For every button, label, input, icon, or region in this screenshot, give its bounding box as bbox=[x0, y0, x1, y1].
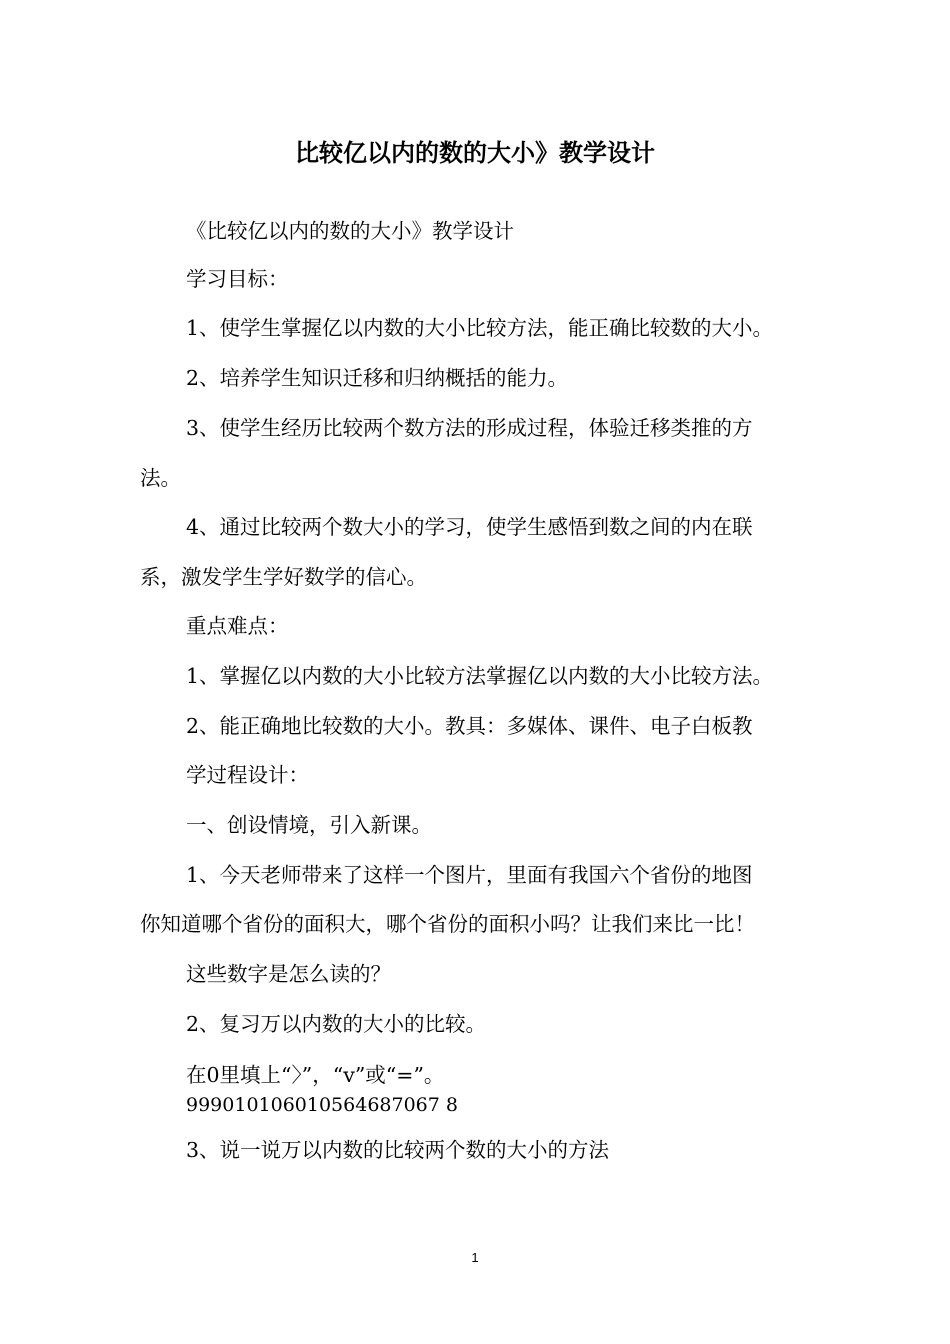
text-line: 学习目标： bbox=[186, 267, 289, 291]
text-line: 在0里填上“〉”，“v”或“=”。 bbox=[186, 1063, 445, 1087]
text-line: 2、复习万以内数的大小的比较。 bbox=[186, 1012, 487, 1036]
text-line: 1、今天老师带来了这样一个图片，里面有我国六个省份的地图 bbox=[186, 863, 753, 887]
text-line: 4、通过比较两个数大小的学习，使学生感悟到数之间的内在联 bbox=[186, 515, 753, 539]
text-line-numbers: 999010106010564687067 8 bbox=[186, 1094, 458, 1116]
text-line: 一、创设情境，引入新课。 bbox=[186, 813, 432, 837]
text-line: 2、培养学生知识迁移和归纳概括的能力。 bbox=[186, 366, 569, 390]
text-line: 2、能正确地比较数的大小。教具：多媒体、课件、电子白板教 bbox=[186, 714, 753, 738]
text-line: 重点难点： bbox=[186, 614, 289, 638]
text-line: 3、使学生经历比较两个数方法的形成过程，体验迁移类推的方 bbox=[186, 416, 753, 440]
page-number: 1 bbox=[471, 1250, 479, 1265]
text-line: 这些数字是怎么读的？ bbox=[186, 962, 391, 986]
text-line: 3、说一说万以内数的比较两个数的大小的方法 bbox=[186, 1138, 610, 1162]
document-title: 比较亿以内的数的大小》教学设计 bbox=[295, 139, 655, 167]
text-line: 系，激发学生学好数学的信心。 bbox=[140, 565, 427, 589]
text-line: 学过程设计： bbox=[186, 763, 309, 787]
text-line: 1、使学生掌握亿以内数的大小比较方法，能正确比较数的大小。 bbox=[186, 316, 774, 340]
text-line: 1、掌握亿以内数的大小比较方法掌握亿以内数的大小比较方法。 bbox=[186, 664, 774, 688]
text-line: 《比较亿以内的数的大小》教学设计 bbox=[186, 219, 514, 243]
text-line: 你知道哪个省份的面积大，哪个省份的面积小吗？让我们来比一比！ bbox=[140, 912, 755, 936]
text-line: 法。 bbox=[140, 466, 181, 490]
